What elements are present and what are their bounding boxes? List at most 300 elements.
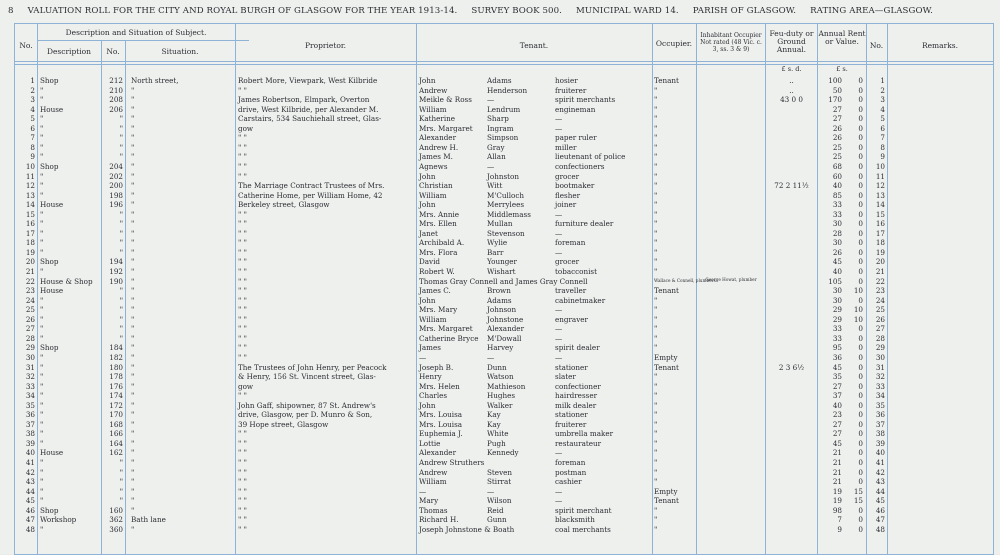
row-annual-shillings: 0 — [858, 257, 863, 267]
row-occupier: " — [654, 410, 658, 420]
row-number: " — [119, 333, 123, 343]
row-occupier: " — [654, 190, 658, 200]
row-tenant-surname: M'Culloch — [487, 190, 525, 200]
row-no: 6 — [30, 123, 35, 133]
row-occupier: " — [654, 114, 658, 124]
row-proprietor: " " — [238, 505, 247, 515]
row-annual-pounds: 25 — [832, 152, 842, 162]
row-description: " — [40, 429, 44, 439]
row-description: " — [40, 228, 44, 238]
col-header-number: No. — [106, 47, 120, 56]
row-tenant-occupation: — — [555, 305, 563, 315]
row-situation: " — [131, 400, 135, 410]
row-annual-shillings: 0 — [858, 324, 863, 334]
row-tenant-forename: John — [419, 171, 436, 181]
row-no: 15 — [25, 209, 35, 219]
row-annual-pounds: 33 — [832, 200, 842, 210]
row-number: " — [119, 305, 123, 315]
row-description: " — [40, 496, 44, 506]
row-situation: " — [131, 352, 135, 362]
row-tenant-forename: Archibald A. — [419, 238, 465, 248]
row-no: 40 — [25, 448, 35, 458]
row-occupier: Empty — [654, 486, 678, 496]
row-annual-shillings: 0 — [858, 515, 863, 525]
row-no-2: 9 — [880, 152, 885, 162]
row-description: " — [40, 467, 44, 477]
row-tenant-surname: Sharp — [487, 114, 509, 124]
row-tenant-forename: Henry — [419, 372, 442, 382]
row-proprietor: " " — [238, 458, 247, 467]
row-number: 208 — [109, 95, 123, 105]
row-tenant-occupation: hosier — [555, 76, 578, 85]
row-number: 196 — [109, 200, 123, 210]
row-tenant-surname: — — [487, 161, 495, 171]
row-situation: " — [131, 333, 135, 343]
row-tenant-surname: Simpson — [487, 133, 519, 143]
row-annual-shillings: 0 — [858, 419, 863, 429]
row-tenant-forename: Mrs. Louisa — [419, 419, 463, 429]
row-annual-pounds: 30 — [832, 286, 842, 296]
row-tenant-occupation: confectioners — [555, 161, 605, 171]
page-header — [8, 6, 992, 16]
row-tenant-forename: Andrew — [419, 85, 448, 95]
row-no-2: 30 — [875, 352, 885, 362]
row-proprietor: " " — [238, 257, 247, 267]
row-description: " — [40, 477, 44, 487]
row-annual-shillings: 0 — [858, 276, 863, 286]
row-proprietor: The Trustees of John Henry, per Peacock — [238, 362, 387, 372]
row-situation: " — [131, 95, 135, 105]
row-occupier: " — [654, 343, 658, 353]
col-header-no-2: No. — [869, 41, 884, 50]
row-description: " — [40, 133, 44, 143]
row-tenant-forename: Catherine Bryce — [419, 333, 479, 343]
row-tenant-surname: Adams — [487, 76, 512, 85]
row-no-2: 42 — [875, 467, 885, 477]
row-number: " — [119, 219, 123, 229]
row-number: " — [119, 152, 123, 162]
row-tenant-surname: Watson — [487, 372, 514, 382]
row-tenant-surname: Mathieson — [487, 381, 526, 391]
row-annual-shillings: 0 — [858, 267, 863, 276]
row-proprietor: The Marriage Contract Trustees of Mrs. — [238, 181, 385, 191]
row-no: 28 — [25, 333, 35, 343]
row-no: 42 — [25, 467, 35, 477]
row-annual-shillings: 0 — [858, 295, 863, 305]
row-annual-pounds: 35 — [832, 372, 842, 382]
row-tenant-occupation: — — [555, 448, 563, 458]
row-tenant-forename: Joseph Johnstone & Boath — [419, 524, 515, 534]
row-tenant-surname: Harvey — [487, 343, 514, 353]
row-tenant-forename: Agnews — [419, 161, 448, 171]
row-tenant-forename: Christian — [419, 181, 453, 191]
row-no-2: 2 — [880, 85, 885, 95]
row-tenant-surname: Allan — [487, 152, 506, 162]
row-tenant-forename: Andrew H. — [419, 142, 459, 152]
row-tenant-forename: John — [419, 76, 436, 85]
row-situation: " — [131, 295, 135, 305]
row-proprietor: " " — [238, 515, 247, 525]
row-no: 16 — [25, 219, 35, 229]
row-tenant-forename: Janet — [419, 228, 438, 238]
row-number: 166 — [109, 429, 123, 439]
row-proprietor: " " — [238, 209, 247, 219]
row-annual-pounds: 40 — [832, 267, 842, 276]
row-annual-pounds: 33 — [832, 209, 842, 219]
row-number: " — [119, 142, 123, 152]
row-no: 13 — [25, 190, 35, 200]
row-number: " — [119, 247, 123, 257]
row-tenant-occupation: — — [555, 324, 563, 334]
row-tenant-surname: Barr — [487, 247, 504, 257]
row-no: 7 — [30, 133, 35, 143]
row-no-2: 28 — [875, 333, 885, 343]
row-number: 210 — [109, 85, 123, 95]
row-tenant-forename: James C. — [419, 286, 451, 296]
row-situation: " — [131, 190, 135, 200]
row-tenant-occupation: — — [555, 247, 563, 257]
row-tenant-surname: Stevenson — [487, 228, 525, 238]
row-occupier: " — [654, 161, 658, 171]
row-tenant-forename: Robert W. — [419, 267, 455, 276]
row-annual-pounds: 36 — [832, 352, 842, 362]
row-tenant-occupation: spirit merchants — [555, 95, 616, 105]
row-proprietor: Carstairs, 534 Sauchiehall street, Glas- — [238, 114, 382, 124]
row-description: " — [40, 314, 44, 324]
row-tenant-surname: Lendrum — [487, 104, 521, 114]
row-tenant-surname: Steven — [487, 467, 513, 477]
row-occupier: " — [654, 467, 658, 477]
row-no-2: 18 — [875, 238, 885, 248]
col-divider — [765, 24, 766, 554]
row-occupier: " — [654, 391, 658, 401]
row-situation: " — [131, 142, 135, 152]
row-annual-pounds: 27 — [832, 381, 842, 391]
row-tenant-forename: Meikle & Ross — [419, 95, 472, 105]
row-situation: " — [131, 276, 135, 286]
row-occupier: " — [654, 104, 658, 114]
col-divider — [887, 24, 888, 554]
row-number: 190 — [109, 276, 123, 286]
row-annual-shillings: 0 — [858, 190, 863, 200]
row-no-2: 47 — [875, 515, 885, 525]
row-proprietor: " " — [238, 85, 247, 95]
row-annual-pounds: 29 — [832, 314, 842, 324]
page-number: 8 — [8, 6, 14, 16]
row-proprietor: " " — [238, 171, 247, 181]
row-no-2: 5 — [880, 114, 885, 124]
row-tenant-forename: Thomas — [419, 505, 448, 515]
row-proprietor: " " — [238, 295, 247, 305]
row-annual-shillings: 0 — [858, 133, 863, 143]
row-annual-shillings: 0 — [858, 181, 863, 191]
row-occupier: " — [654, 228, 658, 238]
row-annual-pounds: 105 — [828, 276, 842, 286]
header-bottom-rule — [15, 61, 993, 62]
row-situation: " — [131, 524, 135, 534]
row-annual-shillings: 0 — [858, 429, 863, 439]
row-no: 41 — [25, 458, 35, 467]
row-no: 11 — [25, 171, 35, 181]
row-occupier: " — [654, 381, 658, 391]
row-situation: " — [131, 438, 135, 448]
row-situation: North street, — [131, 76, 179, 85]
row-number: " — [119, 114, 123, 124]
row-proprietor: " " — [238, 267, 247, 276]
row-tenant-surname: Merrylees — [487, 200, 525, 210]
row-tenant-surname: Gray — [487, 142, 505, 152]
row-description: " — [40, 362, 44, 372]
row-situation: " — [131, 305, 135, 315]
row-number: 176 — [109, 381, 123, 391]
row-situation: " — [131, 314, 135, 324]
row-annual-shillings: 0 — [858, 114, 863, 124]
row-no: 19 — [25, 247, 35, 257]
row-no: 33 — [25, 381, 35, 391]
row-annual-shillings: 0 — [858, 85, 863, 95]
row-situation: " — [131, 505, 135, 515]
row-tenant-occupation: restaurateur — [555, 438, 602, 448]
row-annual-pounds: 26 — [832, 247, 842, 257]
row-annual-pounds: 40 — [832, 400, 842, 410]
row-annual-pounds: 21 — [832, 467, 842, 477]
row-no: 18 — [25, 238, 35, 248]
row-annual-pounds: 26 — [832, 123, 842, 133]
row-no-2: 23 — [875, 286, 885, 296]
row-proprietor: " " — [238, 305, 247, 315]
row-occupier: " — [654, 419, 658, 429]
row-proprietor: & Henry, 156 St. Vincent street, Glas- — [238, 372, 376, 382]
col-header-situation: Situation. — [161, 47, 199, 56]
col-header-annual: Annual Rent or Value. — [818, 29, 866, 46]
roll-title: VALUATION ROLL FOR THE CITY AND ROYAL BURGH OF GLASGOW FOR THE YEAR 1913-14. — [27, 6, 458, 16]
row-description: House — [40, 104, 64, 114]
row-tenant-occupation: spirit merchant — [555, 505, 612, 515]
row-situation: " — [131, 477, 135, 487]
row-occupier: " — [654, 219, 658, 229]
row-annual-shillings: 0 — [858, 400, 863, 410]
row-tenant-occupation: paper ruler — [555, 133, 597, 143]
row-tenant-occupation: furniture dealer — [555, 219, 614, 229]
row-tenant-surname: Younger — [487, 257, 517, 267]
survey-book: SURVEY BOOK 500. — [471, 6, 562, 16]
row-tenant-forename: John — [419, 200, 436, 210]
roll-table — [14, 23, 994, 555]
row-annual-shillings: 0 — [858, 76, 863, 85]
row-annual-pounds: 21 — [832, 458, 842, 467]
row-annual-shillings: 0 — [858, 247, 863, 257]
row-annual-shillings: 0 — [858, 95, 863, 105]
row-no-2: 29 — [875, 343, 885, 353]
row-no: 10 — [25, 161, 35, 171]
row-number: 162 — [109, 448, 123, 458]
row-situation: " — [131, 228, 135, 238]
row-description: " — [40, 152, 44, 162]
row-situation: " — [131, 133, 135, 143]
row-description: Workshop — [40, 515, 77, 525]
row-no: 24 — [25, 295, 35, 305]
row-situation: " — [131, 391, 135, 401]
row-no: 20 — [25, 257, 35, 267]
row-occupier: " — [654, 85, 658, 95]
row-proprietor: Berkeley street, Glasgow — [238, 200, 330, 210]
row-annual-shillings: 0 — [858, 152, 863, 162]
row-situation: " — [131, 467, 135, 477]
row-feu-duty: 43 0 0 — [780, 95, 803, 105]
row-annual-shillings: 0 — [858, 505, 863, 515]
parish: PARISH OF GLASGOW. — [692, 6, 797, 16]
row-tenant-occupation: — — [555, 496, 563, 506]
row-tenant-occupation: foreman — [555, 458, 586, 467]
row-description: House — [40, 286, 64, 296]
col-header-inhabitant: Inhabitant Occupier Not rated (48 Vic. c. 3, ss. 3 & 9) — [700, 32, 762, 53]
row-annual-shillings: 0 — [858, 238, 863, 248]
row-proprietor: " " — [238, 142, 247, 152]
row-no: 47 — [25, 515, 35, 525]
row-description: " — [40, 438, 44, 448]
row-description: " — [40, 486, 44, 496]
row-no: 39 — [25, 438, 35, 448]
row-no: 35 — [25, 400, 35, 410]
row-tenant-occupation: cabinetmaker — [555, 295, 606, 305]
row-number: 206 — [109, 104, 123, 114]
row-no: 14 — [25, 200, 35, 210]
row-situation: " — [131, 123, 135, 133]
row-no-2: 39 — [875, 438, 885, 448]
row-description: " — [40, 219, 44, 229]
row-proprietor: " " — [238, 333, 247, 343]
row-proprietor: " " — [238, 352, 247, 362]
row-proprietor: " " — [238, 286, 247, 296]
row-tenant-occupation: blacksmith — [555, 515, 595, 525]
row-no: 22 — [25, 276, 35, 286]
row-tenant-surname: Gunn — [487, 515, 507, 525]
row-tenant-forename: Thomas Gray Connell and James Gray Connell — [419, 276, 588, 286]
row-number: 192 — [109, 267, 123, 276]
row-description: " — [40, 458, 44, 467]
row-tenant-surname: M'Dowall — [487, 333, 522, 343]
row-annual-pounds: 27 — [832, 114, 842, 124]
row-proprietor: " " — [238, 161, 247, 171]
col-divider — [235, 24, 236, 554]
row-situation: " — [131, 114, 135, 124]
row-annual-shillings: 0 — [858, 438, 863, 448]
row-tenant-surname: Ingram — [487, 123, 514, 133]
row-proprietor: Catherine Home, per William Home, 42 — [238, 190, 383, 200]
row-tenant-forename: John — [419, 295, 436, 305]
row-proprietor: " " — [238, 219, 247, 229]
row-tenant-forename: William — [419, 477, 447, 487]
row-tenant-forename: Richard H. — [419, 515, 459, 525]
row-description: House & Shop — [40, 276, 93, 286]
row-tenant-occupation: miller — [555, 142, 577, 152]
row-occupier: " — [654, 238, 658, 248]
row-occupier: " — [654, 267, 658, 276]
row-annual-shillings: 0 — [858, 209, 863, 219]
row-description: " — [40, 142, 44, 152]
row-situation: " — [131, 419, 135, 429]
row-description: Shop — [40, 76, 59, 85]
row-occupier: " — [654, 200, 658, 210]
row-occupier: " — [654, 257, 658, 267]
row-occupier: " — [654, 458, 658, 467]
row-tenant-forename: Alexander — [419, 448, 457, 458]
row-annual-shillings: 0 — [858, 333, 863, 343]
row-description: " — [40, 114, 44, 124]
row-no: 29 — [25, 343, 35, 353]
row-number: 204 — [109, 161, 123, 171]
row-no: 9 — [30, 152, 35, 162]
row-tenant-forename: Mrs. Margaret — [419, 123, 473, 133]
row-occupier: " — [654, 171, 658, 181]
row-no: 38 — [25, 429, 35, 439]
row-number: 212 — [109, 76, 123, 85]
row-tenant-occupation: traveller — [555, 286, 587, 296]
row-tenant-occupation: stationer — [555, 362, 588, 372]
row-occupier: " — [654, 133, 658, 143]
row-occupier: Tenant — [654, 286, 679, 296]
row-feu-duty: 72 2 11½ — [774, 181, 809, 191]
row-number: 360 — [109, 524, 123, 534]
row-situation: " — [131, 381, 135, 391]
row-tenant-surname: Reid — [487, 505, 504, 515]
row-situation: " — [131, 152, 135, 162]
row-annual-pounds: 98 — [832, 505, 842, 515]
row-proprietor: " " — [238, 391, 247, 401]
row-tenant-forename: James M. — [419, 152, 453, 162]
row-tenant-occupation: postman — [555, 467, 587, 477]
row-number: " — [119, 496, 123, 506]
row-description: " — [40, 524, 44, 534]
row-situation: " — [131, 161, 135, 171]
row-proprietor: " " — [238, 524, 247, 534]
row-no-2: 24 — [875, 295, 885, 305]
col-divider — [416, 24, 417, 554]
desc-group-divider — [37, 40, 249, 41]
row-situation: " — [131, 267, 135, 276]
row-no-2: 27 — [875, 324, 885, 334]
row-no-2: 26 — [875, 314, 885, 324]
row-number: " — [119, 458, 123, 467]
row-tenant-occupation: bootmaker — [555, 181, 595, 191]
row-number: " — [119, 133, 123, 143]
row-tenant-occupation: — — [555, 114, 563, 124]
row-annual-shillings: 10 — [853, 314, 863, 324]
row-tenant-occupation: slater — [555, 372, 576, 382]
row-tenant-surname: Wishart — [487, 267, 516, 276]
row-no: 26 — [25, 314, 35, 324]
row-tenant-forename: David — [419, 257, 441, 267]
col-header-remarks: Remarks. — [921, 41, 959, 50]
row-description: " — [40, 391, 44, 401]
row-proprietor: drive, West Kilbride, per Alexander M. — [238, 104, 379, 114]
row-situation: " — [131, 496, 135, 506]
row-proprietor: 39 Hope street, Glasgow — [238, 419, 329, 429]
row-occupier: " — [654, 295, 658, 305]
row-description: " — [40, 123, 44, 133]
row-number: " — [119, 324, 123, 334]
row-tenant-occupation: — — [555, 228, 563, 238]
row-number: 180 — [109, 362, 123, 372]
row-occupier: " — [654, 505, 658, 515]
row-situation: " — [131, 372, 135, 382]
row-description: " — [40, 95, 44, 105]
row-annual-pounds: 60 — [832, 171, 842, 181]
row-annual-shillings: 0 — [858, 372, 863, 382]
row-tenant-surname: Wilson — [487, 496, 512, 506]
row-no-2: 8 — [880, 142, 885, 152]
row-no: 8 — [30, 142, 35, 152]
